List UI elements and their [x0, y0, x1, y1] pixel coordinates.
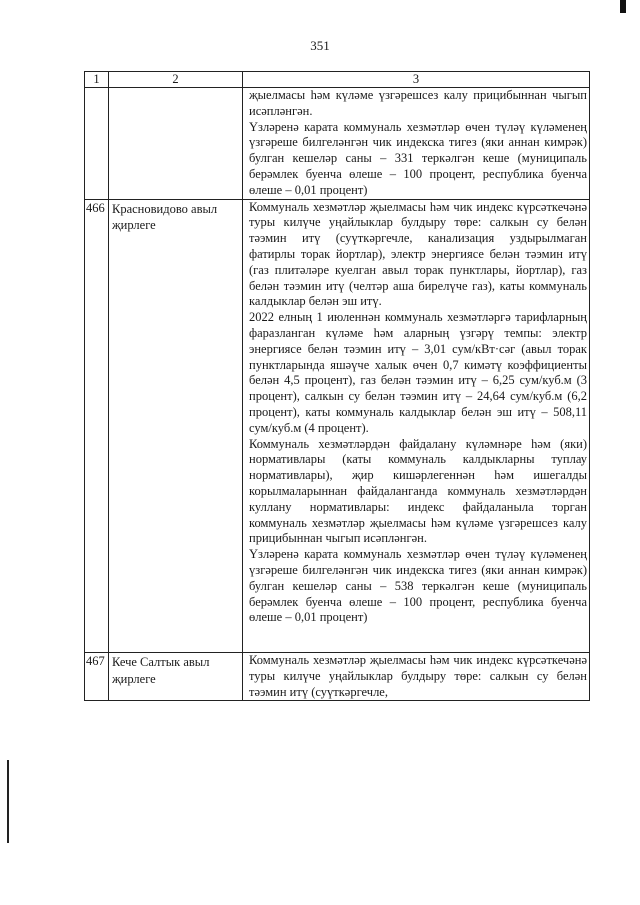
- paragraph: Коммуналь хезмәтләр җыелмасы һәм чик индекс күрсәткечәнә туры килүче уңайлыклар булдыру төре: салкын су белән тәэмин итү (суүткәргечле, канализация уздырылмаган фатирлы торак йортлар), электр энергиясе белән тәэмин итү (газ плитәләре куелган авыл торак пунктлары, йортлар), газ белән тәэмин итү (челтәр аша бирелүче газ), каты коммуналь калдыклар белән эш итү.: [249, 199, 587, 309]
- paragraph: җыелмасы һәм күләме үзгәрешсез калу прицибыннан чыгып исәпләнгән.: [249, 88, 587, 118]
- row-number-cell: [85, 88, 109, 200]
- page-number: 351: [310, 38, 330, 53]
- table-row-466: [85, 199, 590, 653]
- settlement-name: Кече Салтык авыл җирлеге: [109, 653, 243, 701]
- content-cell: [243, 199, 590, 653]
- header-cell-2: 2: [109, 72, 243, 88]
- content-cell: [243, 653, 590, 701]
- table-row-continuation: [85, 88, 590, 200]
- row-number: 467: [85, 653, 109, 701]
- settlement-name-cell: [109, 88, 243, 200]
- table-header-row: [85, 72, 590, 88]
- content-cell: [243, 88, 590, 200]
- header-cell-1: 1: [85, 72, 109, 88]
- scan-mark: [620, 0, 626, 13]
- paragraph: Коммуналь хезмәтләрдән файдалану күләмнәре һәм (яки) нормативлары (каты коммуналь калдыкларны туплау нормативлары), җир кишәрлегеннән һәм ишегалды корылмаларыннан файдаланганда коммуналь хезмәтләрдән куллану нормативлары: индекс файдаланыла торган коммуналь хезмәтләр җыелмасы һәм күләме үзгәрешсез калу прицибыннан чыгып исәпләнгән.: [249, 436, 587, 546]
- row-spacer: [249, 626, 587, 652]
- table-row-467: [85, 653, 590, 701]
- paragraph: 2022 елның 1 июленнән коммуналь хезмәтләргә тарифларның фаразланган күләме һәм аларның үзгәрү темпы: электр энергиясе белән тәэмин итү – 3,01 сум/кВт·сәг (авыл торак пунктларында яшәүче халык өчен 0,7 кимәтү коэффициенты белән 4,5 процент), газ белән тәэмин итү – 6,25 сум/куб.м (3 процент), салкын су белән тәэмин итү – 24,64 сум/куб.м (6,2 процент), каты коммуналь калдыклар белән эш итү – 508,11 сум/куб.м (4 процент).: [249, 310, 587, 435]
- document-table: [84, 71, 590, 701]
- header-cell-3: 3: [243, 72, 590, 88]
- paragraph: Коммуналь хезмәтләр җыелмасы һәм чик индекс күрсәткечәнә туры килүче уңайлыклар булдыру төре: салкын су белән тәэмин итү (суүткәргечле,: [249, 653, 587, 699]
- scan-mark: [7, 760, 9, 843]
- settlement-name: Красновидово авыл җирлеге: [109, 199, 243, 653]
- paragraph: Үзләренә карата коммуналь хезмәтләр өчен түләү күләменең үзгәреше билгеләнгән чик индекска тигез (яки аннан кимрәк) булган кешеләр саны – 538 теркәлгән кеше (муниципаль берәмлек буенча өлеше – 100 процент, республика буенча өлеше – 0,01 процент): [249, 547, 587, 625]
- row-number: 466: [85, 199, 109, 653]
- paragraph: Үзләренә карата коммуналь хезмәтләр өчен түләү күләменең үзгәреше билгеләнгән чик индекска тигез (яки аннан кимрәк) булган кешеләр саны – 331 теркәлгән кеше (муниципаль берәмлек буенча өлеше – 100 процент, республика буенча өлеше – 0,01 процент): [249, 119, 587, 197]
